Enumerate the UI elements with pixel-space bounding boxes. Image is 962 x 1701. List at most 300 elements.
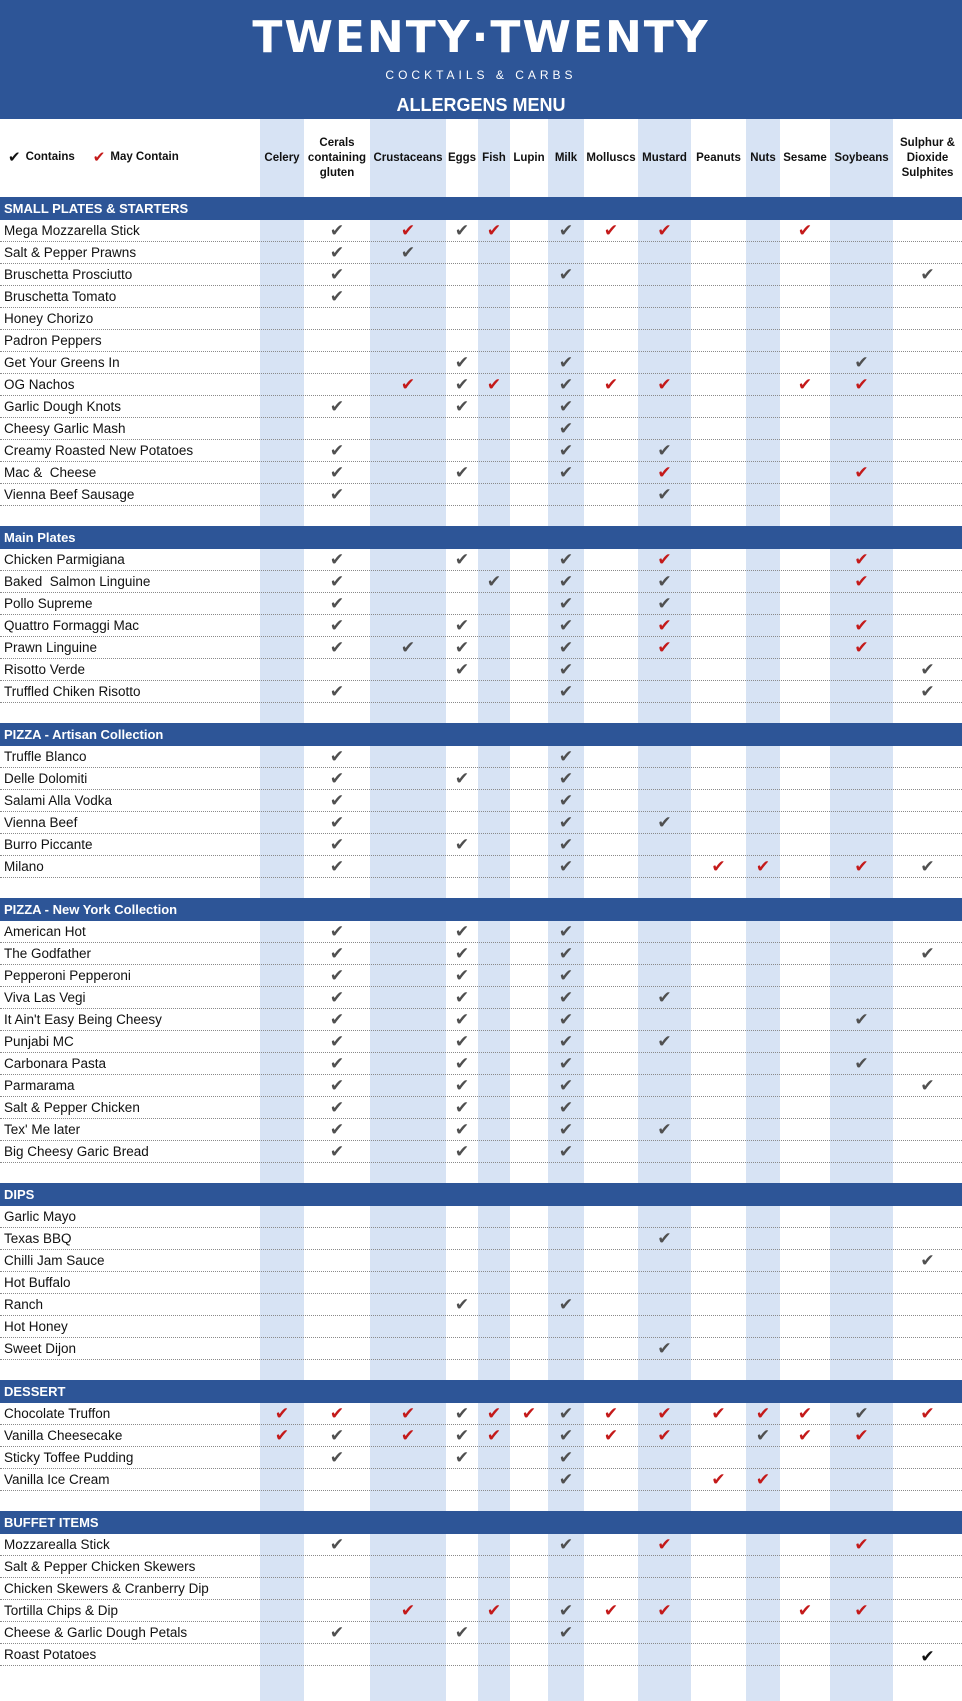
menu-item-name: Garlic Mayo bbox=[4, 1209, 77, 1224]
column-header: Peanuts bbox=[696, 151, 741, 164]
may-contain-check-icon: ✔ bbox=[797, 1426, 813, 1446]
menu-item-name: Prawn Linguine bbox=[4, 640, 98, 655]
contains-check-icon: ✔ bbox=[657, 485, 672, 505]
contains-check-icon: ✔ bbox=[329, 1142, 345, 1162]
contains-check-icon: ✔ bbox=[558, 1601, 574, 1621]
contains-check-icon: ✔ bbox=[558, 1295, 574, 1315]
contains-check-icon: ✔ bbox=[657, 1032, 672, 1052]
menu-item-name: Garlic Dough Knots bbox=[4, 399, 122, 414]
contains-check-icon: ✔ bbox=[558, 265, 574, 285]
contains-check-icon: ✔ bbox=[558, 988, 574, 1008]
contains-check-icon: ✔ bbox=[558, 1448, 574, 1468]
table-row bbox=[0, 374, 962, 396]
section-header: Main Plates bbox=[0, 526, 962, 549]
may-contain-check-icon: ✔ bbox=[657, 616, 672, 636]
contains-check-icon: ✔ bbox=[329, 594, 345, 614]
contains-check-icon: ✔ bbox=[454, 1054, 470, 1074]
contains-check-icon: ✔ bbox=[558, 1120, 574, 1140]
menu-item-name: Salt & Pepper Chicken bbox=[4, 1100, 140, 1115]
menu-item-name: The Godfather bbox=[4, 946, 92, 961]
menu-item-name: Pepperoni Pepperoni bbox=[4, 968, 131, 983]
table-row bbox=[0, 1622, 962, 1644]
may-contain-check-icon: ✔ bbox=[603, 1601, 619, 1621]
contains-check-icon: ✔ bbox=[920, 1076, 935, 1096]
table-row bbox=[0, 834, 962, 856]
may-contain-check-icon: ✔ bbox=[711, 857, 726, 877]
menu-item-name: Chicken Parmigiana bbox=[4, 552, 125, 567]
menu-item-name: Sweet Dijon bbox=[4, 1341, 77, 1356]
may-contain-check-icon: ✔ bbox=[657, 463, 672, 483]
contains-check-icon: ✔ bbox=[454, 375, 470, 395]
may-contain-check-icon: ✔ bbox=[797, 1404, 813, 1424]
table-row bbox=[0, 856, 962, 878]
column-header: Celery bbox=[264, 151, 300, 164]
menu-item-name: Viva Las Vegi bbox=[4, 990, 86, 1005]
contains-check-icon: ✔ bbox=[558, 638, 574, 658]
column-header: Soybeans bbox=[834, 151, 889, 164]
menu-item-name: Vienna Beef bbox=[4, 815, 78, 830]
column-header: Fish bbox=[482, 151, 506, 164]
menu-item-name: Punjabi MC bbox=[4, 1034, 74, 1049]
table-row bbox=[0, 1600, 962, 1622]
contains-check-icon: ✔ bbox=[486, 572, 502, 592]
menu-item-name: Salami Alla Vodka bbox=[4, 793, 113, 808]
contains-check-icon: ✔ bbox=[329, 1623, 345, 1643]
table-row bbox=[0, 1403, 962, 1425]
may-contain-check-icon: ✔ bbox=[657, 1535, 672, 1555]
contains-check-icon: ✔ bbox=[454, 221, 470, 241]
red-check-icon: ✔ bbox=[92, 149, 106, 166]
may-contain-check-icon: ✔ bbox=[657, 375, 672, 395]
table-row bbox=[0, 264, 962, 286]
may-contain-check-icon: ✔ bbox=[657, 1601, 672, 1621]
menu-item-name: Delle Dolomiti bbox=[4, 771, 88, 786]
may-contain-check-icon: ✔ bbox=[486, 1426, 502, 1446]
table-row bbox=[0, 440, 962, 462]
may-contain-check-icon: ✔ bbox=[854, 1601, 869, 1621]
may-contain-check-icon: ✔ bbox=[486, 375, 502, 395]
contains-check-icon: ✔ bbox=[329, 485, 345, 505]
contains-check-icon: ✔ bbox=[558, 1142, 574, 1162]
contains-check-icon: ✔ bbox=[329, 966, 345, 986]
may-contain-check-icon: ✔ bbox=[603, 375, 619, 395]
table-row bbox=[0, 1338, 962, 1360]
contains-check-icon: ✔ bbox=[657, 1339, 672, 1359]
table-row bbox=[0, 308, 962, 330]
menu-item-name: Creamy Roasted New Potatoes bbox=[4, 443, 194, 458]
may-contain-check-icon: ✔ bbox=[854, 550, 869, 570]
may-contain-check-icon: ✔ bbox=[400, 1404, 416, 1424]
menu-item-name: Tortilla Chips & Dip bbox=[4, 1603, 119, 1618]
legend-contains-label: Contains bbox=[25, 151, 75, 163]
table-row bbox=[0, 220, 962, 242]
may-contain-check-icon: ✔ bbox=[657, 221, 672, 241]
may-contain-check-icon: ✔ bbox=[486, 221, 502, 241]
may-contain-check-icon: ✔ bbox=[854, 1535, 869, 1555]
may-contain-check-icon: ✔ bbox=[400, 375, 416, 395]
contains-check-icon: ✔ bbox=[558, 1470, 574, 1490]
table-row bbox=[0, 286, 962, 308]
menu-item-name: Baked Salmon Linguine bbox=[4, 574, 151, 589]
menu-item-name: Salt & Pepper Prawns bbox=[4, 245, 137, 260]
contains-check-icon: ✔ bbox=[329, 944, 345, 964]
contains-check-icon: ✔ bbox=[329, 682, 345, 702]
contains-check-icon: ✔ bbox=[920, 857, 935, 877]
menu-item-name: Chicken Skewers & Cranberry Dip bbox=[4, 1581, 209, 1596]
contains-check-icon: ✔ bbox=[454, 1120, 470, 1140]
table-row bbox=[0, 921, 962, 943]
contains-check-icon: ✔ bbox=[329, 572, 345, 592]
menu-item-name: Mozzarealla Stick bbox=[4, 1537, 110, 1552]
contains-check-icon: ✔ bbox=[920, 944, 935, 964]
menu-item-name: Risotto Verde bbox=[4, 662, 86, 677]
menu-item-name: Padron Peppers bbox=[4, 333, 102, 348]
table-row bbox=[0, 1425, 962, 1447]
may-contain-check-icon: ✔ bbox=[797, 1601, 813, 1621]
menu-item-name: Roast Potatoes bbox=[4, 1647, 97, 1662]
menu-item-name: Honey Chorizo bbox=[4, 311, 94, 326]
table-row bbox=[0, 1316, 962, 1338]
contains-check-icon: ✔ bbox=[854, 1010, 869, 1030]
table-row bbox=[0, 1031, 962, 1053]
contains-check-icon: ✔ bbox=[329, 221, 345, 241]
table-row bbox=[0, 987, 962, 1009]
menu-item-name: Mac & Cheese bbox=[4, 465, 97, 480]
may-contain-check-icon: ✔ bbox=[854, 638, 869, 658]
contains-check-icon: ✔ bbox=[454, 638, 470, 658]
contains-check-icon: ✔ bbox=[454, 550, 470, 570]
may-contain-check-icon: ✔ bbox=[486, 1404, 502, 1424]
contains-check-icon: ✔ bbox=[454, 463, 470, 483]
table-row bbox=[0, 943, 962, 965]
contains-check-icon: ✔ bbox=[329, 638, 345, 658]
contains-check-icon: ✔ bbox=[454, 616, 470, 636]
column-header: Nuts bbox=[750, 151, 776, 164]
may-contain-check-icon: ✔ bbox=[603, 1404, 619, 1424]
may-contain-check-icon: ✔ bbox=[854, 857, 869, 877]
contains-check-icon: ✔ bbox=[558, 1426, 574, 1446]
contains-check-icon: ✔ bbox=[329, 1426, 345, 1446]
contains-check-icon: ✔ bbox=[329, 857, 345, 877]
menu-item-name: Vanilla Ice Cream bbox=[4, 1472, 110, 1487]
contains-check-icon: ✔ bbox=[329, 463, 345, 483]
table-row bbox=[0, 1534, 962, 1556]
contains-check-icon: ✔ bbox=[558, 769, 574, 789]
may-contain-check-icon: ✔ bbox=[274, 1404, 290, 1424]
table-row bbox=[0, 1097, 962, 1119]
contains-check-icon: ✔ bbox=[920, 1251, 935, 1271]
may-contain-check-icon: ✔ bbox=[854, 375, 869, 395]
contains-check-icon: ✔ bbox=[454, 1010, 470, 1030]
contains-check-icon: ✔ bbox=[558, 944, 574, 964]
contains-check-icon: ✔ bbox=[558, 682, 574, 702]
column-header: Molluscs bbox=[586, 151, 636, 164]
contains-check-icon: ✔ bbox=[329, 791, 345, 811]
contains-check-icon: ✔ bbox=[920, 660, 935, 680]
contains-check-icon: ✔ bbox=[558, 922, 574, 942]
contains-check-icon: ✔ bbox=[454, 769, 470, 789]
contains-check-icon: ✔ bbox=[329, 441, 345, 461]
table-row bbox=[0, 549, 962, 571]
contains-check-icon: ✔ bbox=[558, 353, 574, 373]
may-contain-check-icon: ✔ bbox=[400, 221, 416, 241]
table-row bbox=[0, 768, 962, 790]
section-header: SMALL PLATES & STARTERS bbox=[0, 197, 962, 220]
contains-check-icon: ✔ bbox=[755, 1426, 771, 1446]
menu-item-name: OG Nachos bbox=[4, 377, 75, 392]
column-header: Milk bbox=[554, 151, 578, 164]
menu-title: ALLERGENS MENU bbox=[396, 95, 566, 115]
contains-check-icon: ✔ bbox=[329, 988, 345, 1008]
contains-check-icon: ✔ bbox=[558, 747, 574, 767]
contains-check-icon: ✔ bbox=[329, 265, 345, 285]
contains-check-icon: ✔ bbox=[558, 375, 574, 395]
contains-check-icon: ✔ bbox=[454, 1623, 470, 1643]
table-row bbox=[0, 1009, 962, 1031]
table-row bbox=[0, 484, 962, 506]
menu-item-name: Get Your Greens In bbox=[4, 355, 120, 370]
contains-check-icon: ✔ bbox=[329, 1010, 345, 1030]
menu-item-name: American Hot bbox=[4, 924, 86, 939]
contains-check-icon: ✔ bbox=[329, 243, 345, 263]
table-row bbox=[0, 1556, 962, 1578]
may-contain-check-icon: ✔ bbox=[711, 1470, 726, 1490]
contains-check-icon: ✔ bbox=[329, 1535, 345, 1555]
contains-check-icon: ✔ bbox=[454, 1404, 470, 1424]
legend-may-contain bbox=[93, 148, 179, 166]
contains-check-icon: ✔ bbox=[558, 616, 574, 636]
contains-check-icon: ✔ bbox=[558, 1032, 574, 1052]
table-row bbox=[0, 593, 962, 615]
menu-item-name: Chocolate Truffon bbox=[4, 1406, 111, 1421]
menu-item-name: Ranch bbox=[4, 1297, 44, 1312]
column-header: Crustaceans bbox=[373, 151, 443, 164]
contains-check-icon: ✔ bbox=[454, 397, 470, 417]
contains-check-icon: ✔ bbox=[454, 1448, 470, 1468]
table-row bbox=[0, 1250, 962, 1272]
menu-item-name: Bruschetta Prosciutto bbox=[4, 267, 133, 282]
check-icon: ✔ bbox=[8, 149, 21, 166]
table-row bbox=[0, 965, 962, 987]
table-row bbox=[0, 1272, 962, 1294]
may-contain-check-icon: ✔ bbox=[400, 1601, 416, 1621]
contains-check-icon: ✔ bbox=[329, 1120, 345, 1140]
column-header: Lupin bbox=[513, 151, 545, 164]
menu-item-name: Carbonara Pasta bbox=[4, 1056, 107, 1071]
table-row bbox=[0, 1206, 962, 1228]
menu-item-name: Truffle Blanco bbox=[4, 749, 87, 764]
may-contain-check-icon: ✔ bbox=[755, 857, 771, 877]
contains-check-icon: ✔ bbox=[854, 353, 869, 373]
contains-check-icon: ✔ bbox=[558, 463, 574, 483]
may-contain-check-icon: ✔ bbox=[657, 638, 672, 658]
table-row bbox=[0, 615, 962, 637]
may-contain-check-icon: ✔ bbox=[603, 221, 619, 241]
contains-check-icon: ✔ bbox=[454, 1295, 470, 1315]
menu-item-name: Vanilla Cheesecake bbox=[4, 1428, 123, 1443]
contains-check-icon: ✔ bbox=[454, 966, 470, 986]
table-row bbox=[0, 790, 962, 812]
menu-item-name: It Ain't Easy Being Cheesy bbox=[4, 1012, 162, 1027]
contains-check-icon: ✔ bbox=[329, 616, 345, 636]
contains-check-icon: ✔ bbox=[920, 682, 935, 702]
contains-check-icon: ✔ bbox=[657, 813, 672, 833]
contains-check-icon: ✔ bbox=[329, 1032, 345, 1052]
contains-check-icon: ✔ bbox=[657, 988, 672, 1008]
table-row bbox=[0, 746, 962, 768]
contains-check-icon: ✔ bbox=[657, 594, 672, 614]
table-row bbox=[0, 418, 962, 440]
may-contain-check-icon: ✔ bbox=[711, 1404, 726, 1424]
menu-item-name: Bruschetta Tomato bbox=[4, 289, 117, 304]
legend-may-contain-label: May Contain bbox=[110, 151, 179, 163]
table-row bbox=[0, 1228, 962, 1250]
menu-item-name: Vienna Beef Sausage bbox=[4, 487, 135, 502]
contains-check-icon: ✔ bbox=[329, 287, 345, 307]
contains-check-icon: ✔ bbox=[558, 1535, 574, 1555]
contains-check-icon: ✔ bbox=[558, 813, 574, 833]
contains-check-icon: ✔ bbox=[454, 922, 470, 942]
may-contain-check-icon: ✔ bbox=[400, 1426, 416, 1446]
contains-check-icon: ✔ bbox=[657, 441, 672, 461]
may-contain-check-icon: ✔ bbox=[603, 1426, 619, 1446]
contains-check-icon: ✔ bbox=[854, 1054, 869, 1074]
contains-check-icon: ✔ bbox=[558, 550, 574, 570]
contains-check-icon: ✔ bbox=[329, 769, 345, 789]
table-row bbox=[0, 462, 962, 484]
contains-check-icon: ✔ bbox=[558, 857, 574, 877]
contains-check-icon: ✔ bbox=[454, 1098, 470, 1118]
contains-check-icon: ✔ bbox=[558, 1098, 574, 1118]
menu-item-name: Cheese & Garlic Dough Petals bbox=[4, 1625, 188, 1640]
may-contain-check-icon: ✔ bbox=[854, 463, 869, 483]
menu-item-name: Tex' Me later bbox=[4, 1122, 81, 1137]
contains-check-icon: ✔ bbox=[657, 1120, 672, 1140]
menu-header bbox=[0, 0, 962, 119]
section-header: PIZZA - Artisan Collection bbox=[0, 723, 962, 746]
table-row bbox=[0, 1119, 962, 1141]
table-row bbox=[0, 1644, 962, 1666]
contains-check-icon: ✔ bbox=[558, 1076, 574, 1096]
contains-check-icon: ✔ bbox=[558, 572, 574, 592]
contains-check-icon: ✔ bbox=[854, 1404, 869, 1424]
contains-check-icon: ✔ bbox=[329, 1076, 345, 1096]
table-row bbox=[0, 1447, 962, 1469]
menu-item-name: Hot Buffalo bbox=[4, 1275, 71, 1290]
may-contain-check-icon: ✔ bbox=[657, 550, 672, 570]
brand-tagline: COCKTAILS & CARBS bbox=[385, 68, 577, 82]
table-row bbox=[0, 330, 962, 352]
may-contain-check-icon: ✔ bbox=[854, 1426, 869, 1446]
section-header: BUFFET ITEMS bbox=[0, 1511, 962, 1534]
contains-check-icon: ✔ bbox=[454, 944, 470, 964]
table-row bbox=[0, 1141, 962, 1163]
contains-check-icon: ✔ bbox=[558, 419, 574, 439]
contains-check-icon: ✔ bbox=[657, 1229, 672, 1249]
contains-check-icon: ✔ bbox=[558, 660, 574, 680]
contains-check-icon: ✔ bbox=[454, 1142, 470, 1162]
table-row bbox=[0, 1578, 962, 1600]
menu-item-name: Texas BBQ bbox=[4, 1231, 72, 1246]
may-contain-check-icon: ✔ bbox=[657, 1426, 672, 1446]
contains-check-icon: ✔ bbox=[558, 835, 574, 855]
menu-item-name: Salt & Pepper Chicken Skewers bbox=[4, 1559, 196, 1574]
menu-item-name: Quattro Formaggi Mac bbox=[4, 618, 140, 633]
table-row bbox=[0, 637, 962, 659]
table-row bbox=[0, 1294, 962, 1316]
table-row bbox=[0, 242, 962, 264]
menu-item-name: Big Cheesy Garic Bread bbox=[4, 1144, 149, 1159]
column-header: Sesame bbox=[783, 151, 827, 164]
contains-check-icon: ✔ bbox=[454, 1032, 470, 1052]
contains-check-icon: ✔ bbox=[329, 1448, 345, 1468]
legend-contains bbox=[8, 148, 75, 166]
table-row bbox=[0, 1053, 962, 1075]
menu-item-name: Cheesy Garlic Mash bbox=[4, 421, 126, 436]
table-row bbox=[0, 396, 962, 418]
contains-check-icon: ✔ bbox=[329, 747, 345, 767]
contains-check-icon: ✔ bbox=[329, 1054, 345, 1074]
may-contain-check-icon: ✔ bbox=[854, 616, 869, 636]
may-contain-check-icon: ✔ bbox=[657, 1404, 672, 1424]
contains-check-icon: ✔ bbox=[400, 638, 416, 658]
menu-item-name: Milano bbox=[4, 859, 44, 874]
contains-check-icon: ✔ bbox=[329, 1098, 345, 1118]
table-row bbox=[0, 812, 962, 834]
column-header: Sulphur & Dioxide Sulphites bbox=[900, 136, 955, 179]
column-header: Mustard bbox=[642, 151, 687, 164]
menu-item-name: Hot Honey bbox=[4, 1319, 68, 1334]
column-header: Eggs bbox=[447, 151, 477, 164]
contains-check-icon: ✔ bbox=[329, 835, 345, 855]
contains-check-icon: ✔ bbox=[454, 988, 470, 1008]
contains-check-icon: ✔ bbox=[558, 966, 574, 986]
menu-item-name: Chilli Jam Sauce bbox=[4, 1253, 105, 1268]
may-contain-check-icon: ✔ bbox=[755, 1470, 771, 1490]
menu-item-name: Truffled Chiken Risotto bbox=[4, 684, 141, 699]
menu-item-name: Parmarama bbox=[4, 1078, 75, 1093]
legend bbox=[8, 146, 197, 168]
contains-check-icon: ✔ bbox=[454, 1426, 470, 1446]
contains-check-icon: ✔ bbox=[454, 660, 470, 680]
table-row bbox=[0, 1075, 962, 1097]
may-contain-check-icon: ✔ bbox=[329, 1404, 345, 1424]
contains-check-icon: ✔ bbox=[558, 791, 574, 811]
contains-check-icon: ✔ bbox=[329, 922, 345, 942]
may-contain-check-icon: ✔ bbox=[797, 375, 813, 395]
menu-item-name: Mega Mozzarella Stick bbox=[4, 223, 140, 238]
may-contain-check-icon: ✔ bbox=[854, 572, 869, 592]
contains-check-icon: ✔ bbox=[558, 1010, 574, 1030]
contains-check-icon: ✔ bbox=[657, 572, 672, 592]
menu-item-name: Sticky Toffee Pudding bbox=[4, 1450, 134, 1465]
contains-check-icon: ✔ bbox=[558, 1623, 574, 1643]
contains-check-icon: ✔ bbox=[920, 1647, 935, 1667]
may-contain-check-icon: ✔ bbox=[920, 1404, 935, 1424]
contains-check-icon: ✔ bbox=[920, 265, 935, 285]
contains-check-icon: ✔ bbox=[558, 397, 574, 417]
table-row bbox=[0, 1469, 962, 1491]
table-row bbox=[0, 681, 962, 703]
contains-check-icon: ✔ bbox=[454, 353, 470, 373]
contains-check-icon: ✔ bbox=[558, 1054, 574, 1074]
may-contain-check-icon: ✔ bbox=[521, 1404, 537, 1424]
menu-item-name: Burro Piccante bbox=[4, 837, 93, 852]
contains-check-icon: ✔ bbox=[558, 221, 574, 241]
may-contain-check-icon: ✔ bbox=[755, 1404, 771, 1424]
may-contain-check-icon: ✔ bbox=[797, 221, 813, 241]
section-header: DESSERT bbox=[0, 1380, 962, 1403]
